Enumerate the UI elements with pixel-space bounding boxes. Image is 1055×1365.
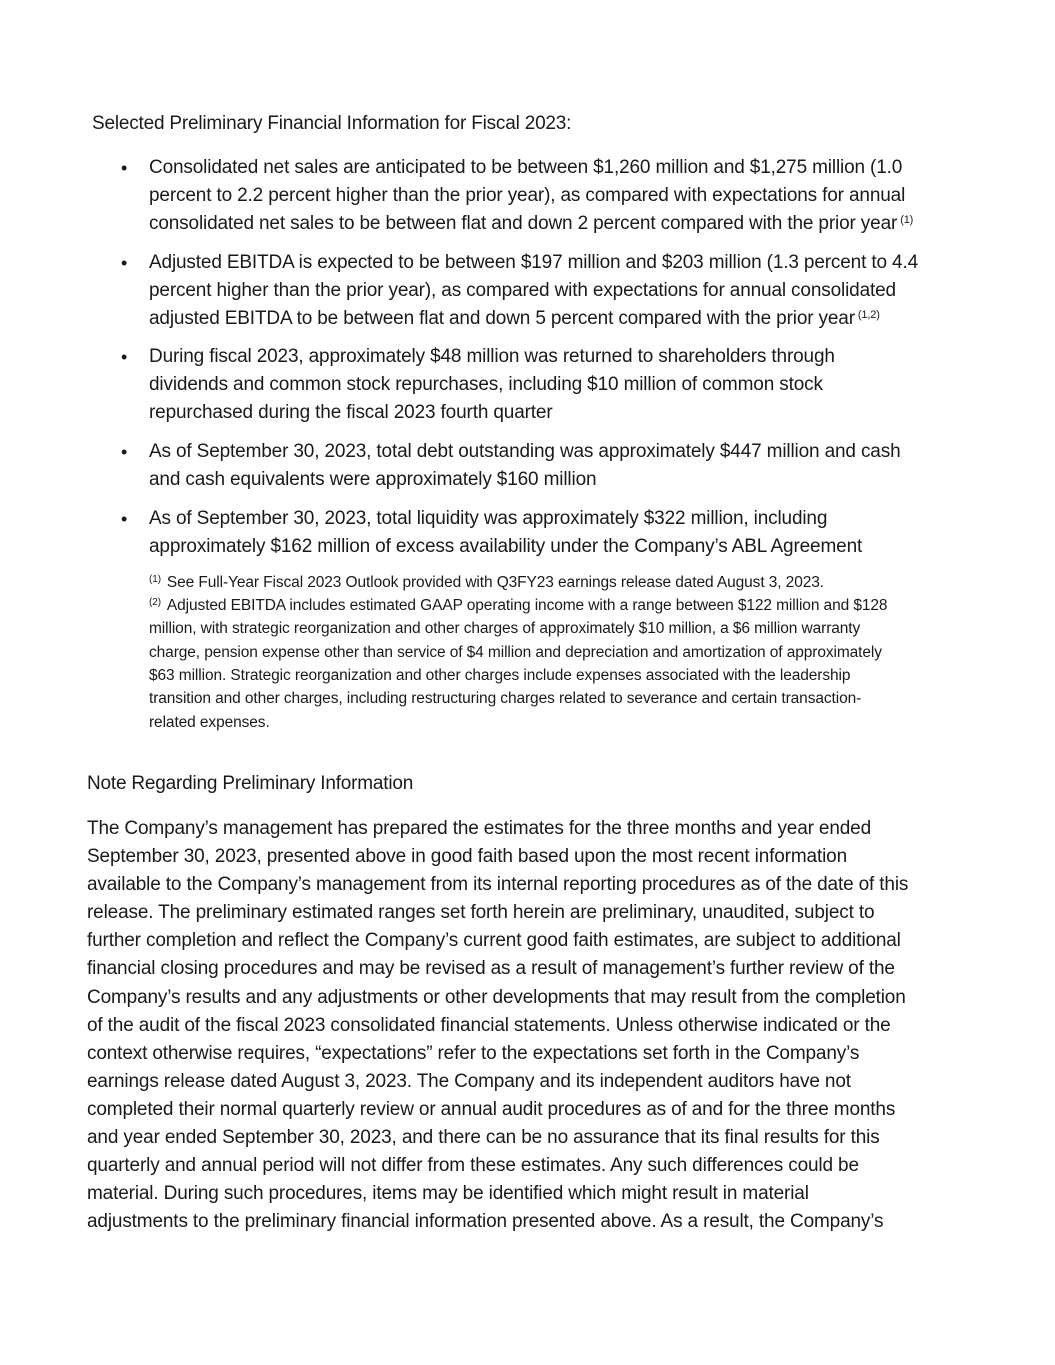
footnote-text: See Full-Year Fiscal 2023 Outlook provided with Q3FY23 earnings release dated August 3, 2023. xyxy=(166,574,824,591)
footnote-line: $63 million. Strategic reorganization and other charges include expenses associated with the leadership xyxy=(149,667,851,684)
paragraph-line: adjustments to the preliminary financial information presented above. As a result, the Company’s xyxy=(87,1211,884,1232)
paragraph-line: material. During such procedures, items may be identified which might result in material xyxy=(87,1183,809,1204)
footnote-1 xyxy=(149,571,824,594)
paragraph-line: completed their normal quarterly review or annual audit procedures as of and for the three months xyxy=(87,1099,896,1120)
bullet-line xyxy=(149,305,880,333)
section-title: Selected Preliminary Financial Information for Fiscal 2023: xyxy=(92,113,572,134)
bullet-line: percent to 2.2 percent higher than the prior year), as compared with expectations for annual xyxy=(149,185,906,206)
paragraph-line: of the audit of the fiscal 2023 consolidated financial statements. Unless otherwise indicated or the xyxy=(87,1015,891,1036)
footnote-mark: (2) xyxy=(149,597,161,608)
bullet-glyph: • xyxy=(121,347,128,367)
bullet-line: During fiscal 2023, approximately $48 million was returned to shareholders through xyxy=(149,346,835,367)
bullet-line: and cash equivalents were approximately $160 million xyxy=(149,469,597,490)
paragraph-line: September 30, 2023, presented above in good faith based upon the most recent information xyxy=(87,846,847,867)
footnote-line: charge, pension expense other than service of $4 million and depreciation and amortization of approximately xyxy=(149,644,882,661)
bullet-line: Adjusted EBITDA is expected to be between $197 million and $203 million (1.3 percent to 4.4 xyxy=(149,252,918,273)
footnote-reference: (1) xyxy=(900,214,914,226)
paragraph-line: quarterly and annual period will not differ from these estimates. Any such differences could be xyxy=(87,1155,859,1176)
bullet-line-text: adjusted EBITDA to be between flat and down 5 percent compared with the prior year xyxy=(149,308,855,329)
bullet-glyph: • xyxy=(121,509,128,529)
bullet-line xyxy=(149,210,913,238)
paragraph-line: available to the Company’s management from its internal reporting procedures as of the date of this xyxy=(87,874,909,895)
bullet-line: approximately $162 million of excess availability under the Company’s ABL Agreement xyxy=(149,536,863,557)
paragraph-line: further completion and reflect the Company’s current good faith estimates, are subject to additional xyxy=(87,930,901,951)
paragraph-line: and year ended September 30, 2023, and there can be no assurance that its final results for this xyxy=(87,1127,880,1148)
paragraph-line: The Company’s management has prepared the estimates for the three months and year ended xyxy=(87,818,872,839)
footnote-line: related expenses. xyxy=(149,714,270,731)
bullet-glyph: • xyxy=(121,253,128,273)
footnote-2 xyxy=(149,594,887,617)
paragraph-line: financial closing procedures and may be revised as a result of management’s further review of the xyxy=(87,958,895,979)
footnote-mark: (1) xyxy=(149,574,161,585)
paragraph-line: earnings release dated August 3, 2023. The Company and its independent auditors have not xyxy=(87,1071,851,1092)
footnote-line: million, with strategic reorganization and other charges of approximately $10 million, a $6 million warranty xyxy=(149,620,861,637)
bullet-line: percent higher than the prior year), as compared with expectations for annual consolidated xyxy=(149,280,896,301)
bullet-line: dividends and common stock repurchases, including $10 million of common stock xyxy=(149,374,823,395)
paragraph-line: Company’s results and any adjustments or other developments that may result from the completion xyxy=(87,987,906,1008)
bullet-line: Consolidated net sales are anticipated to be between $1,260 million and $1,275 million (1.0 xyxy=(149,157,903,178)
note-heading: Note Regarding Preliminary Information xyxy=(87,773,414,794)
footnote-reference: (1,2) xyxy=(857,309,880,321)
bullet-line: repurchased during the fiscal 2023 fourth quarter xyxy=(149,402,553,423)
bullet-line: As of September 30, 2023, total liquidity was approximately $322 million, including xyxy=(149,508,828,529)
bullet-line: As of September 30, 2023, total debt outstanding was approximately $447 million and cash xyxy=(149,441,901,462)
paragraph-line: context otherwise requires, “expectations” refer to the expectations set forth in the Company’s xyxy=(87,1043,860,1064)
footnote-line: transition and other charges, including restructuring charges related to severance and certain transaction- xyxy=(149,690,862,707)
bullet-glyph: • xyxy=(121,442,128,462)
bullet-glyph: • xyxy=(121,158,128,178)
paragraph-line: release. The preliminary estimated ranges set forth herein are preliminary, unaudited, subject to xyxy=(87,902,875,923)
bullet-line-text: consolidated net sales to be between flat and down 2 percent compared with the prior year xyxy=(149,213,898,234)
footnote-text: Adjusted EBITDA includes estimated GAAP operating income with a range between $122 million and $128 xyxy=(166,597,888,614)
